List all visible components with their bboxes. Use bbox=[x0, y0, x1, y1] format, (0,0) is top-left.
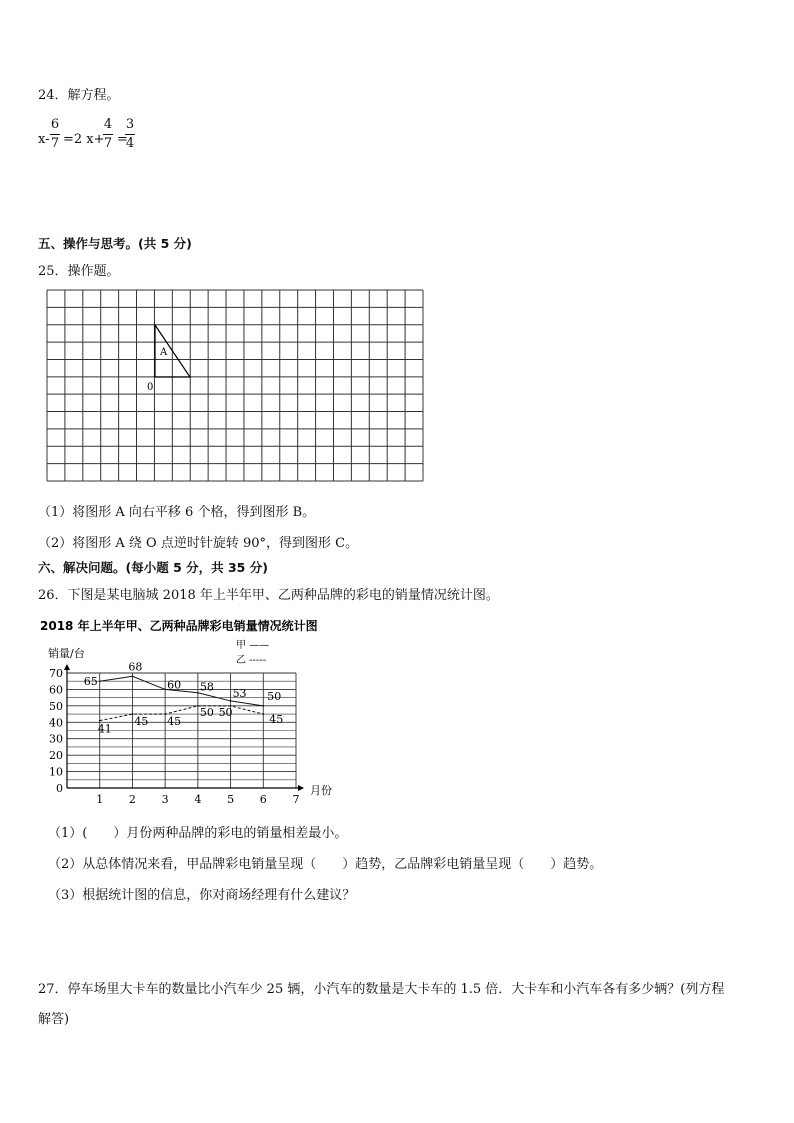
section6-heading: 六、解决问题。(每小题 5 分，共 35 分) bbox=[38, 560, 268, 575]
section5-heading: 五、操作与思考。(共 5 分) bbox=[38, 236, 192, 251]
data-label: 65 bbox=[83, 675, 98, 689]
q27-line1: 27．停车场里大卡车的数量比小汽车少 25 辆，小汽车的数量是大卡车的 1.5 倍．大卡车和小汽车各有多少辆？(列方程 bbox=[38, 982, 725, 997]
eq-middle: =2 x+ bbox=[63, 132, 105, 147]
x-tick-label: 7 bbox=[292, 793, 300, 806]
q25-title: 25．操作题。 bbox=[38, 264, 120, 279]
operation-grid bbox=[46, 289, 426, 482]
eq-equals: = bbox=[117, 132, 128, 147]
q24-title: 24．解方程。 bbox=[38, 88, 120, 103]
chart-title: 2018 年上半年甲、乙两种品牌彩电销量情况统计图 bbox=[40, 619, 318, 633]
frac-numerator: 6 bbox=[50, 117, 60, 132]
chart-xlabel: 月份 bbox=[310, 784, 332, 797]
data-point bbox=[132, 713, 134, 715]
fraction-4-7 bbox=[103, 118, 113, 151]
data-point bbox=[164, 689, 166, 691]
x-tick-label: 3 bbox=[161, 793, 169, 806]
y-tick-label: 10 bbox=[49, 765, 63, 779]
x-tick-label: 2 bbox=[128, 793, 136, 806]
x-tick-label: 5 bbox=[227, 793, 235, 806]
data-point bbox=[197, 705, 199, 707]
frac-numerator: 4 bbox=[103, 117, 113, 132]
data-label: 45 bbox=[134, 715, 149, 729]
frac-denominator: 4 bbox=[125, 136, 135, 151]
label-A: A bbox=[160, 347, 168, 358]
frac-denominator: 7 bbox=[50, 136, 60, 151]
data-point bbox=[164, 713, 166, 715]
y-tick-label: 30 bbox=[49, 732, 63, 746]
x-tick-label: 1 bbox=[96, 793, 104, 806]
data-point bbox=[262, 705, 264, 707]
y-axis-arrow bbox=[64, 664, 70, 670]
x-tick-label: 6 bbox=[259, 793, 267, 806]
data-point bbox=[197, 692, 199, 694]
y-tick-label: 40 bbox=[49, 716, 63, 730]
data-label: 68 bbox=[128, 660, 143, 674]
legend-entry: 甲 —— bbox=[236, 640, 270, 651]
data-point bbox=[132, 675, 134, 677]
data-label: 50 bbox=[218, 705, 233, 719]
label-O: 0 bbox=[147, 382, 154, 393]
data-label: 60 bbox=[167, 678, 182, 692]
eq-x-minus: x- bbox=[38, 132, 50, 147]
data-point bbox=[262, 713, 264, 715]
q25-part1: （1）将图形 A 向右平移 6 个格，得到图形 B。 bbox=[38, 505, 316, 520]
data-label: 53 bbox=[232, 686, 247, 700]
q26-part3: （3）根据统计图的信息，你对商场经理有什么建议？ bbox=[48, 888, 356, 903]
q26-part1: （1）( ）月份两种品牌的彩电的销量相差最小。 bbox=[48, 826, 348, 841]
data-label: 45 bbox=[167, 715, 182, 729]
data-point bbox=[99, 680, 101, 682]
q26-title: 26．下图是某电脑城 2018 年上半年甲、乙两种品牌的彩电的销量情况统计图。 bbox=[38, 588, 499, 603]
data-label: 58 bbox=[199, 680, 214, 694]
data-label: 41 bbox=[97, 722, 112, 736]
y-tick-label: 20 bbox=[49, 749, 63, 763]
data-label: 50 bbox=[199, 705, 214, 719]
y-tick-label: 0 bbox=[56, 782, 63, 795]
q27-line2: 解答) bbox=[38, 1012, 70, 1027]
fraction-3-4 bbox=[125, 118, 135, 151]
data-label: 45 bbox=[269, 713, 284, 727]
data-point bbox=[230, 700, 232, 702]
frac-numerator: 3 bbox=[125, 117, 135, 132]
q26-part2: （2）从总体情况来看，甲品牌彩电销量呈现（ ）趋势，乙品牌彩电销量呈现（ ）趋势。 bbox=[48, 857, 603, 872]
frac-denominator: 7 bbox=[103, 136, 113, 151]
series-line-yi bbox=[100, 706, 264, 721]
x-axis-arrow bbox=[298, 785, 304, 791]
chart-ylabel: 销量/台 bbox=[48, 647, 85, 660]
data-point bbox=[99, 720, 101, 722]
q25-part2: （2）将图形 A 绕 O 点逆时针旋转 90°，得到图形 C。 bbox=[38, 536, 359, 551]
y-tick-label: 60 bbox=[49, 683, 63, 697]
y-tick-label: 50 bbox=[49, 699, 63, 713]
y-tick-label: 70 bbox=[49, 667, 63, 680]
sales-line-chart bbox=[30, 612, 360, 807]
legend-entry: 乙 ----- bbox=[236, 655, 267, 666]
data-label: 50 bbox=[267, 689, 282, 703]
x-tick-label: 4 bbox=[194, 793, 202, 806]
fraction-6-7 bbox=[50, 118, 60, 151]
